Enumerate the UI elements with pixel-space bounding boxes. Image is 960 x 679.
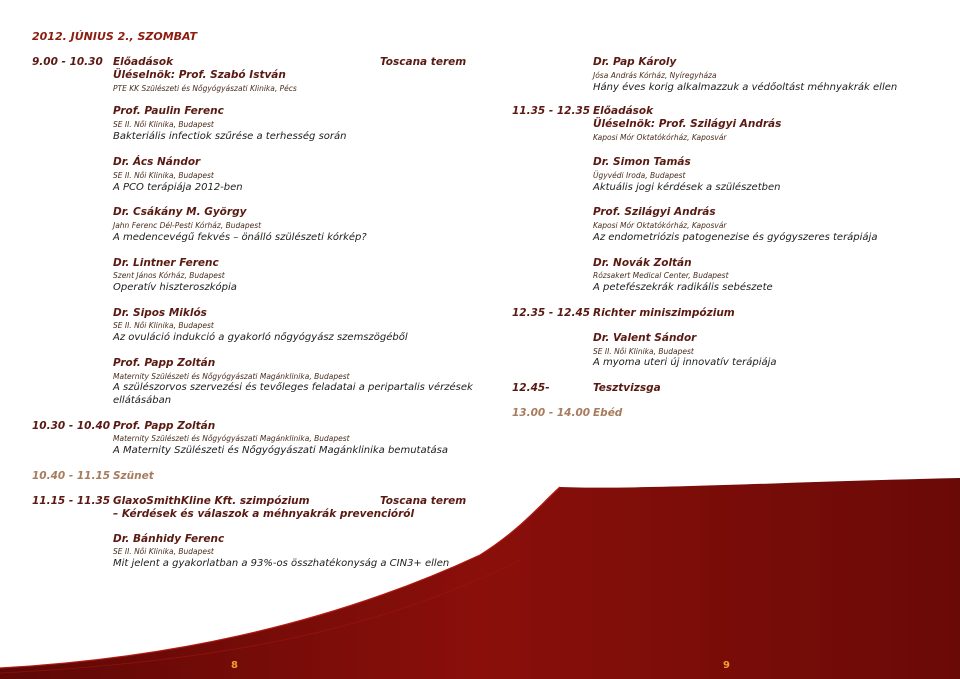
speaker-name: Dr. Lintner Ferenc bbox=[113, 257, 219, 269]
speaker-name: Dr. Ács Nándor bbox=[113, 156, 201, 168]
session-room: Toscana terem bbox=[380, 495, 467, 507]
session-chair: Üléselnök: Prof. Szilágyi András bbox=[593, 118, 782, 130]
session-chair: Üléselnök: Prof. Szabó István bbox=[113, 69, 286, 81]
speaker-institution: Kaposi Mór Oktatókórház, Kaposvár bbox=[593, 221, 727, 230]
speaker-institution: Maternity Szülészeti és Nőgyógyászati Magánklinika, Budapest bbox=[113, 434, 350, 443]
lunch-time: 13.00 - 14.00 bbox=[512, 407, 591, 419]
page-number-left: 8 bbox=[231, 660, 238, 671]
speaker-institution: Jósa András Kórház, Nyíregyháza bbox=[593, 71, 717, 80]
session-time: 12.35 - 12.45 bbox=[512, 307, 591, 319]
lunch-label: Ebéd bbox=[593, 407, 623, 419]
talk-title: Bakteriális infectiok szűrése a terhesség során bbox=[113, 131, 347, 142]
talk-title: Hány éves korig alkalmazzuk a védőoltást méhnyakrák ellen bbox=[593, 82, 898, 93]
session-chair-institution: PTE KK Szülészeti és Nőgyógyászati Klinika, Pécs bbox=[113, 84, 297, 93]
speaker-name: Dr. Bánhidy Ferenc bbox=[113, 533, 225, 545]
talk-title: Operatív hiszteroszkópia bbox=[113, 282, 237, 293]
talk-title: Aktuális jogi kérdések a szülészetben bbox=[593, 182, 781, 193]
session-room: Toscana terem bbox=[380, 56, 467, 68]
session-time: 12.45- bbox=[512, 382, 550, 394]
session-chair-institution: Kaposi Mór Oktatókórház, Kaposvár bbox=[593, 133, 727, 142]
talk-title-continued: ellátásában bbox=[113, 395, 172, 406]
speaker-name: Prof. Papp Zoltán bbox=[113, 357, 216, 369]
speaker-name: Dr. Pap Károly bbox=[593, 56, 677, 68]
talk-title: A szülészorvos szervezési és tevőleges feladatai a peripartalis vérzések bbox=[113, 382, 473, 393]
session-label: Tesztvizsga bbox=[593, 382, 661, 394]
talk-title: A medencevégű fekvés – önálló szülészeti kórkép? bbox=[113, 232, 367, 243]
speaker-name: Prof. Paulin Ferenc bbox=[113, 105, 224, 117]
speaker-institution: SE II. Női Klinika, Budapest bbox=[113, 171, 214, 180]
speaker-institution: SE II. Női Klinika, Budapest bbox=[113, 547, 214, 556]
speaker-name: Prof. Papp Zoltán bbox=[113, 420, 216, 432]
session-time: 9.00 - 10.30 bbox=[32, 56, 103, 68]
speaker-institution: Rózsakert Medical Center, Budapest bbox=[593, 271, 729, 280]
speaker-institution: Maternity Szülészeti és Nőgyógyászati Magánklinika, Budapest bbox=[113, 372, 350, 381]
talk-title: A petefészekrák radikális sebészete bbox=[593, 282, 773, 293]
speaker-institution: Jahn Ferenc Dél-Pesti Kórház, Budapest bbox=[113, 221, 262, 230]
page-number-right: 9 bbox=[723, 660, 730, 671]
session-label: Richter miniszimpózium bbox=[593, 307, 735, 319]
speaker-name: Dr. Csákány M. György bbox=[113, 206, 247, 218]
speaker-name: Dr. Novák Zoltán bbox=[593, 257, 692, 269]
speaker-institution: SE II. Női Klinika, Budapest bbox=[113, 321, 214, 330]
speaker-institution: SE II. Női Klinika, Budapest bbox=[113, 120, 214, 129]
talk-title: Az endometriózis patogenezise és gyógyszeres terápiája bbox=[593, 232, 878, 243]
talk-title: Mit jelent a gyakorlatban a 93%-os összhatékonyság a CIN3+ ellen bbox=[113, 558, 450, 569]
session-time: 10.30 - 10.40 bbox=[32, 420, 111, 432]
talk-title: Az ovuláció indukció a gyakorló nőgyógyász szemszögéből bbox=[113, 332, 408, 343]
speaker-institution: SE II. Női Klinika, Budapest bbox=[593, 347, 694, 356]
speaker-name: Prof. Szilágyi András bbox=[593, 206, 716, 218]
talk-title: A Maternity Szülészeti és Nőgyógyászati Magánklinika bemutatása bbox=[113, 445, 448, 456]
session-label: Előadások bbox=[593, 105, 654, 117]
break-label: Szünet bbox=[113, 470, 154, 482]
session-time: 11.15 - 11.35 bbox=[32, 495, 111, 507]
speaker-institution: Ügyvédi Iroda, Budapest bbox=[593, 171, 686, 180]
speaker-name: Dr. Valent Sándor bbox=[593, 332, 697, 344]
speaker-institution: Szent János Kórház, Budapest bbox=[113, 271, 225, 280]
speaker-name: Dr. Sipos Miklós bbox=[113, 307, 207, 319]
session-label: GlaxoSmithKline Kft. szimpózium bbox=[113, 495, 310, 507]
talk-title: A myoma uteri új innovatív terápiája bbox=[593, 357, 777, 368]
session-time: 11.35 - 12.35 bbox=[512, 105, 591, 117]
break-time: 10.40 - 11.15 bbox=[32, 470, 111, 482]
talk-title: A PCO terápiája 2012-ben bbox=[113, 182, 243, 193]
page-date-header: 2012. JÚNIUS 2., SZOMBAT bbox=[32, 30, 198, 43]
speaker-name: Dr. Simon Tamás bbox=[593, 156, 691, 168]
session-label: Előadások bbox=[113, 56, 174, 68]
session-subtitle: – Kérdések és válaszok a méhnyakrák prevencióról bbox=[113, 508, 415, 520]
